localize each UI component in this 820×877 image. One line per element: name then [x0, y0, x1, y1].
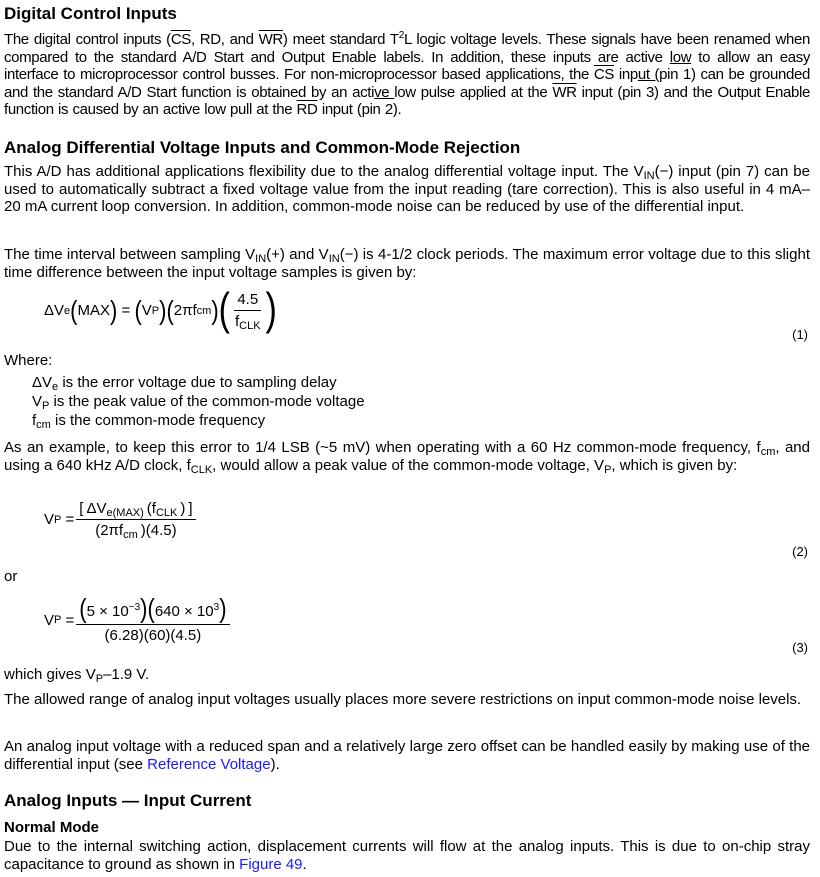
definition-item	[32, 374, 820, 392]
text-segment: (−) input (pin 7) can be used to automatically subtract a fixed voltage value from the input reading (tare correction). This is also useful in 4 mA–20 mA current loop conversion. In addition, common-mode noise can be reduced by use of the differential input.	[4, 163, 810, 216]
eq-numerator: 4.5	[234, 291, 261, 311]
eq-term: MAX	[77, 302, 110, 319]
equation-2: V P = $\frac{[ \Delta V_{e(MAX)} (f_{CLK} ) ]}{(2\pi f_{cm} )(4.5)}$	[44, 500, 198, 539]
text-segment: ΔV	[32, 374, 53, 391]
text-segment: cm	[36, 419, 51, 431]
text-segment: e	[52, 381, 59, 393]
text-segment: is the peak value of the common-mode voltage	[49, 393, 365, 410]
paragraph-result	[4, 666, 810, 684]
or-label	[4, 568, 810, 586]
text-segment: input (pin 3) and the Output Enable function is caused by an active low pull at the	[4, 83, 810, 119]
cross-reference-link[interactable]: Reference Voltage	[147, 755, 271, 773]
text-segment: P	[604, 463, 612, 476]
eq-term: 2πf	[100, 522, 124, 539]
text-segment: .	[302, 855, 307, 873]
where-label	[4, 352, 810, 370]
eq-term: f	[151, 500, 156, 517]
text-segment: , and using a 640 kHz A/D clock, f	[4, 439, 810, 474]
active-low-signal: $\overline{RD}$	[296, 101, 318, 119]
text-segment: The allowed range of analog input voltages usually places more severe restrictions on input common-mode noise levels.	[4, 691, 802, 708]
text-segment: IN	[328, 253, 340, 265]
text-segment: f	[32, 412, 37, 429]
text-segment: IN	[643, 170, 655, 182]
paragraph-example	[4, 439, 810, 474]
text-segment: Where:	[4, 352, 53, 369]
active-low-signal: $\overline{CS}$	[593, 66, 614, 84]
text-segment: low pulse applied at the	[394, 83, 553, 101]
active-low-signal: $\overline{WR}$	[258, 31, 283, 48]
text-segment: input (pin 2).	[317, 101, 402, 119]
text-segment: inp	[613, 66, 638, 84]
eq-sub: cm	[123, 529, 138, 541]
paragraph-digital-control	[4, 31, 810, 119]
eq-term: 640 × 10	[154, 603, 214, 620]
text-segment: The digital control inputs (	[4, 31, 171, 48]
eq-term: V	[44, 611, 55, 629]
text-segment: ).	[270, 755, 280, 773]
equation-number-2: (2)	[792, 544, 808, 559]
text-segment: to allow an easy interface to microprocessor control busses. For non-microprocessor based applications, the	[4, 48, 810, 84]
paragraph-analog-differential	[4, 163, 810, 216]
eq-term: 4.5	[150, 522, 172, 539]
eq-sub: CLK	[155, 507, 178, 519]
text-segment: An analog input voltage with a reduced span and a relatively large zero offset can be handled easily by making use of the differential input (see	[4, 738, 810, 773]
heading-analog-inputs-current: Analog Inputs — Input Current	[4, 791, 252, 810]
text-segment: P	[95, 673, 104, 685]
text-segment: (−) is 4-1/2 clock periods. The maximum error voltage due to this slight time difference between the input voltage samples is given by:	[4, 246, 810, 281]
active-low-signal: $\overline{WR}$	[552, 83, 577, 101]
eq-denominator: (6.28)(60)(4.5)	[104, 627, 202, 644]
eq-exponent: 3	[213, 602, 220, 613]
text-segment: V	[32, 393, 43, 410]
definition-item	[32, 412, 820, 430]
definition-item	[32, 393, 820, 411]
text-segment: , RD, and	[190, 31, 259, 48]
text-segment: is the common-mode frequency	[50, 412, 266, 429]
text-segment: CLK	[190, 463, 213, 476]
text-segment: P	[42, 400, 50, 412]
text-segment: The time interval between sampling V	[4, 246, 256, 263]
eq-exponent: −3	[128, 602, 141, 613]
text-segment: cm	[760, 446, 776, 458]
heading-normal-mode: Normal Mode	[4, 819, 100, 836]
eq-term: 2πf	[173, 302, 197, 319]
text-segment: L logic voltage levels. These signals have been renamed when compared to the standard A/D Start and Output Enable labels. In addition, these inputs are active	[4, 31, 810, 66]
text-segment: –1.9 V.	[103, 666, 150, 683]
equation-number-3: (3)	[792, 640, 808, 655]
eq-equals: =	[65, 611, 75, 629]
text-segment: , which is given by:	[611, 456, 738, 474]
text-segment: or	[4, 568, 18, 585]
paragraph-time-interval	[4, 246, 810, 281]
active-low-signal: $\overline{CS}$	[170, 31, 191, 48]
text-segment: Due to the internal switching action, displacement currents will flow at the analog inputs. This is due to on-chip stray capacitance to ground as shown in	[4, 838, 810, 873]
text-segment: ) meet standard T	[282, 31, 399, 48]
text-segment: pin 1) can be grounded and the standard A/D Start function is obtained by an acti	[4, 66, 810, 101]
eq-equals: =	[65, 511, 75, 528]
eq-term: ΔV	[86, 500, 107, 517]
text-segment: ut (	[637, 66, 660, 84]
text-segment: (+) and V	[266, 246, 329, 263]
paragraph-reduced-span	[4, 738, 810, 773]
equation-1: ΔV e ( MAX ) = ( V P ) ( 2πf cm ) ( $\frac{4.5}{f_{CLK}}$ )	[44, 285, 277, 335]
heading-analog-differential: Analog Differential Voltage Inputs and Common-Mode Rejection	[4, 138, 521, 157]
cross-reference-link[interactable]: Figure 49	[239, 855, 303, 873]
heading-digital-control-inputs: Digital Control Inputs	[4, 4, 177, 23]
text-segment: IN	[255, 253, 267, 265]
text-segment: 2	[398, 30, 404, 41]
eq-term: ΔV	[44, 302, 65, 319]
text-segment: ve	[374, 83, 395, 101]
text-segment: is the error voltage due to sampling delay	[58, 374, 337, 391]
text-segment: This A/D has additional applications flexibility due to the analog differential voltage input. The V	[4, 163, 644, 180]
eq-term: V	[141, 302, 152, 319]
eq-sub: CLK	[239, 320, 261, 332]
text-segment: , would allow a peak value of the common-mode voltage, V	[212, 456, 605, 474]
eq-term: f	[234, 313, 240, 330]
text-segment: As an example, to keep this error to 1/4 LSB (~5 mV) when operating with a 60 Hz common-mode frequency, f	[4, 439, 761, 456]
paragraph-normal-mode	[4, 838, 810, 873]
equation-number-1: (1)	[792, 327, 808, 342]
eq-term: V	[44, 511, 55, 528]
eq-sub: e(MAX)	[106, 507, 144, 519]
paragraph-allowed-range	[4, 691, 810, 709]
text-segment: which gives V	[4, 666, 96, 683]
eq-term: 5 × 10	[86, 603, 129, 620]
equation-3: V P = $\frac{(5 \times 10^{-3})(640 \times 10^3)}{(6.28)(60)(4.5)}$	[44, 596, 232, 644]
eq-equals: =	[121, 302, 131, 319]
text-segment: low	[669, 48, 692, 66]
